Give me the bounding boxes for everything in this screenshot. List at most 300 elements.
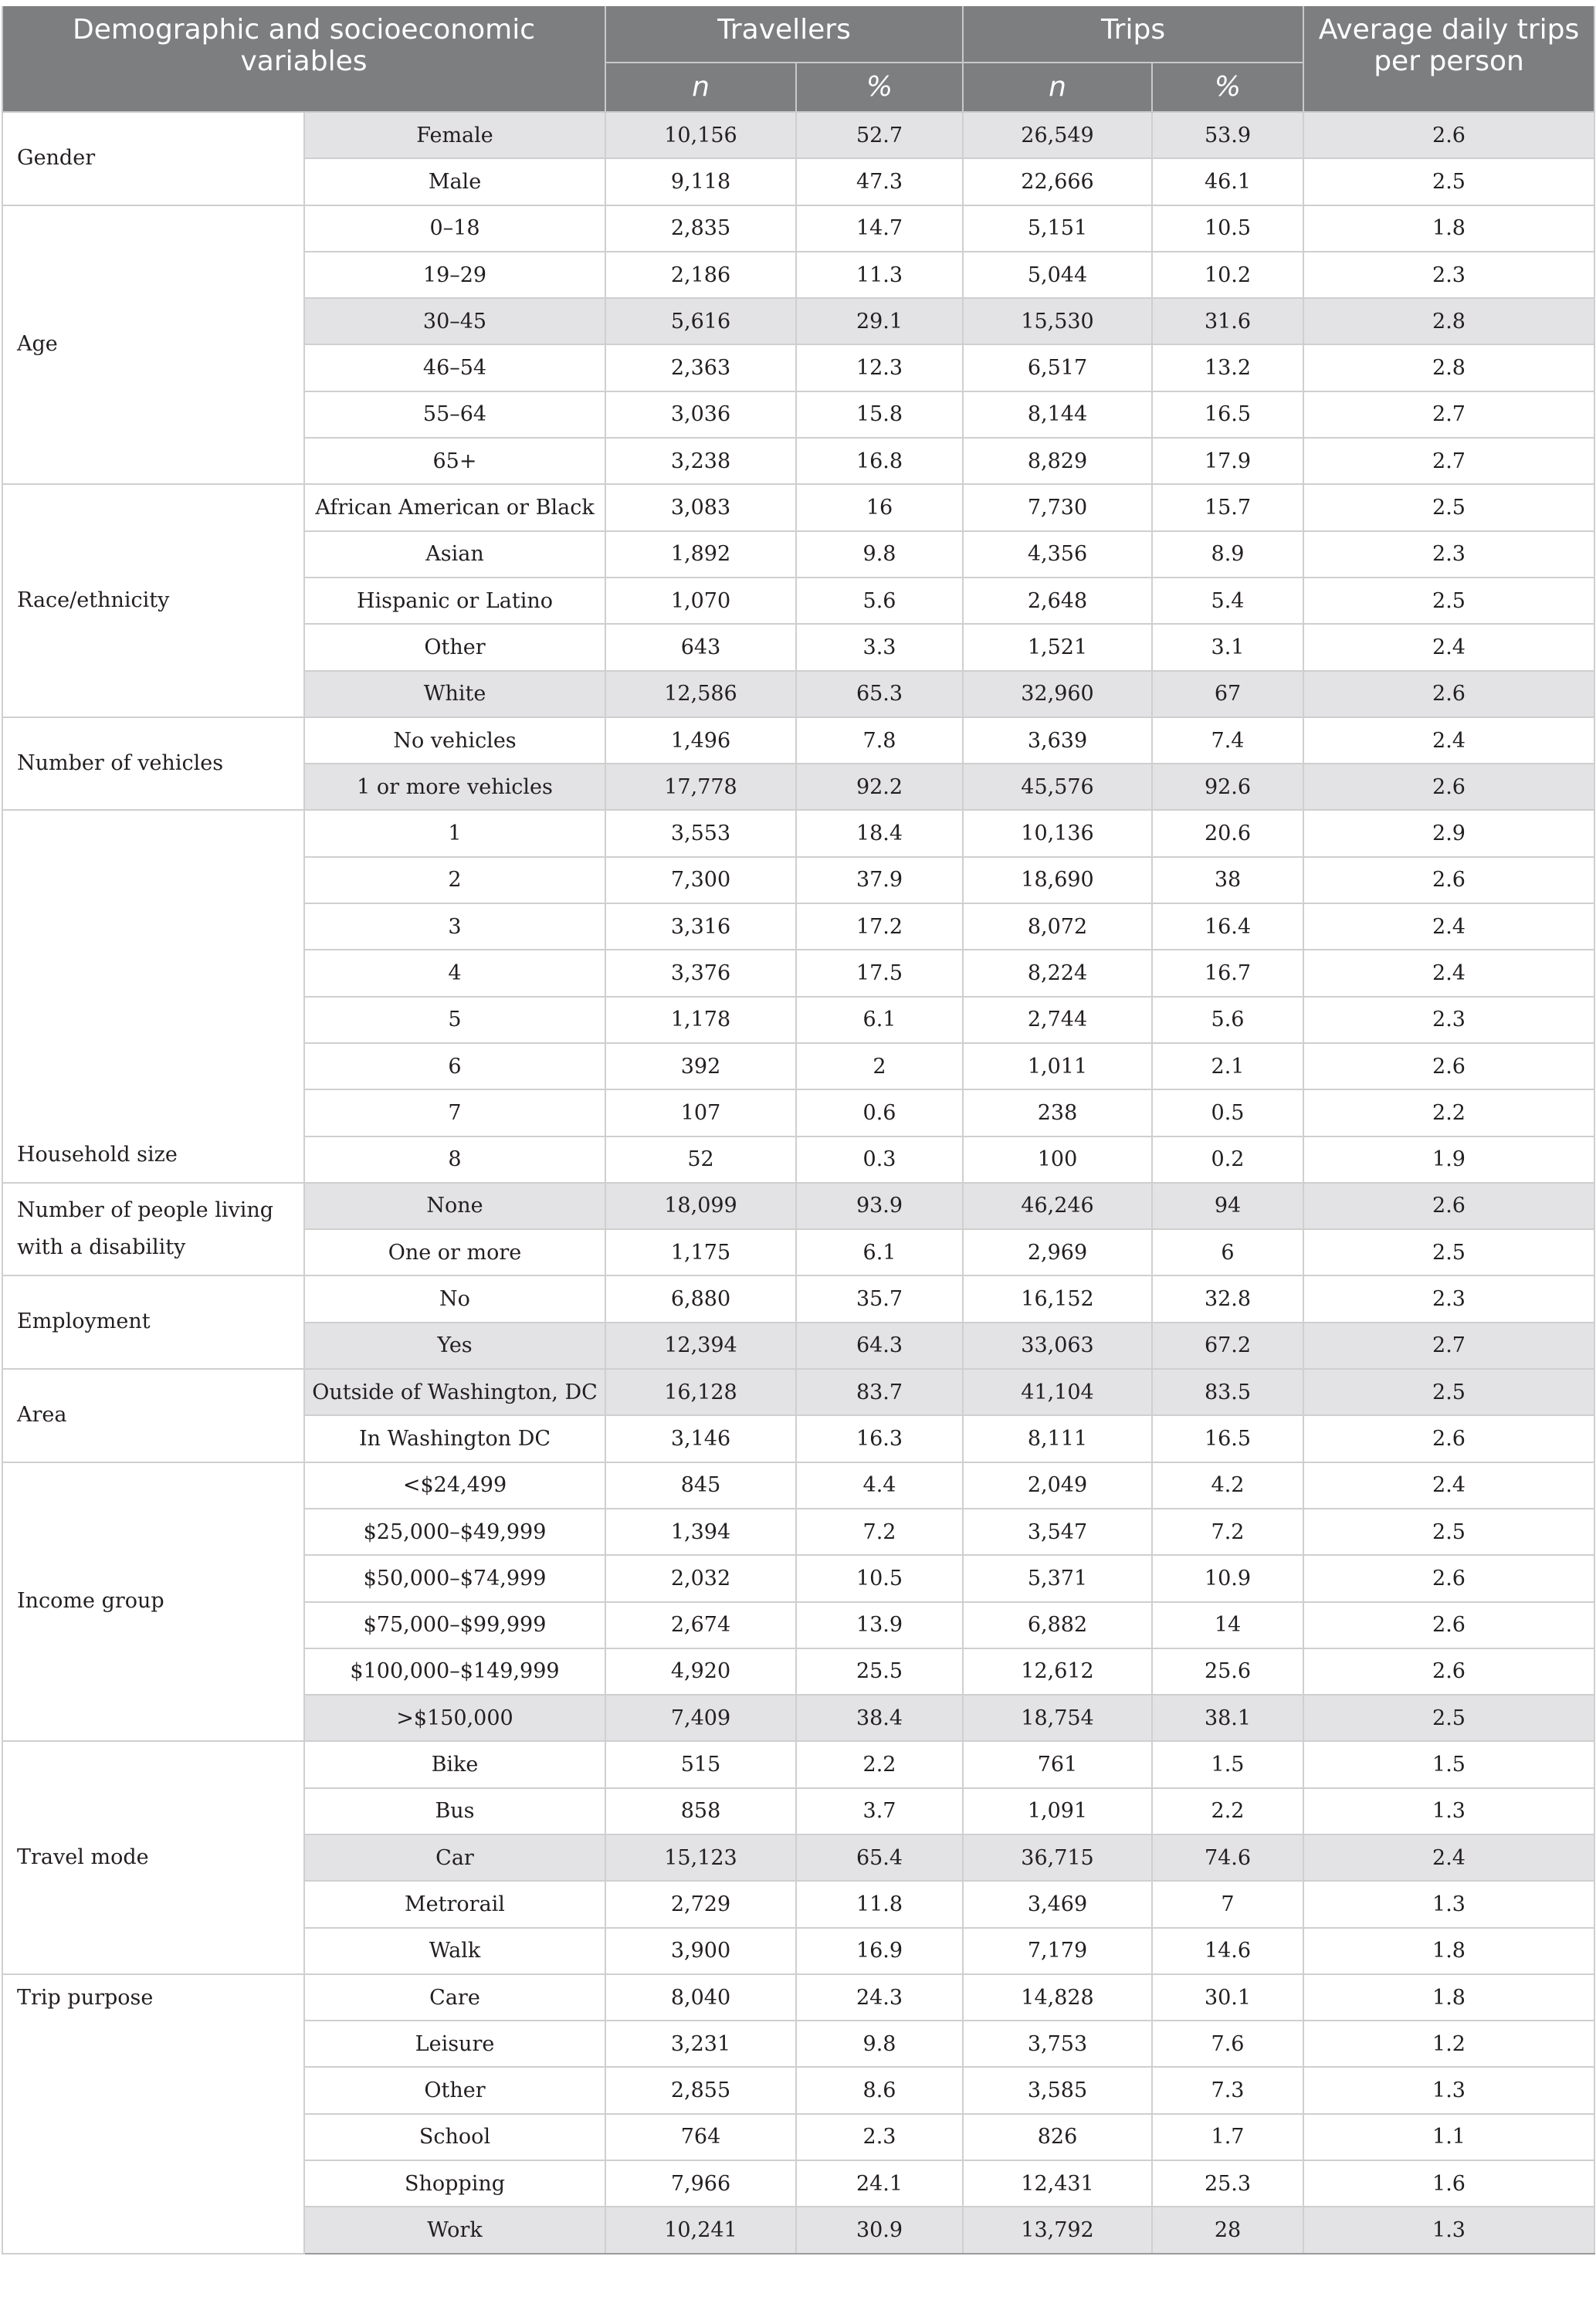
category-cell: Care: [304, 1974, 605, 2021]
trips-pct-cell: 7.3: [1152, 2067, 1303, 2113]
travellers-pct-cell: 0.6: [796, 1089, 963, 1136]
travellers-n-cell: 9,118: [605, 158, 796, 205]
category-cell: 2: [304, 857, 605, 903]
category-cell: 1 or more vehicles: [304, 764, 605, 810]
category-cell: 4: [304, 950, 605, 996]
header-average: Average daily trips per person: [1303, 6, 1594, 112]
header-travellers-pct: %: [796, 63, 963, 112]
travellers-pct-cell: 10.5: [796, 1555, 963, 1601]
travellers-n-cell: 845: [605, 1462, 796, 1509]
trips-pct-cell: 53.9: [1152, 112, 1303, 158]
travellers-n-cell: 12,394: [605, 1323, 796, 1369]
trips-n-cell: 826: [963, 2114, 1152, 2160]
travellers-pct-cell: 24.3: [796, 1974, 963, 2021]
travellers-pct-cell: 6.1: [796, 1229, 963, 1275]
average-trips-cell: 2.9: [1303, 810, 1594, 856]
category-cell: Metrorail: [304, 1881, 605, 1927]
category-cell: 65+: [304, 438, 605, 484]
category-cell: Other: [304, 624, 605, 670]
trips-pct-cell: 92.6: [1152, 764, 1303, 810]
trips-pct-cell: 3.1: [1152, 624, 1303, 670]
category-cell: $75,000–$99,999: [304, 1602, 605, 1648]
travellers-pct-cell: 17.5: [796, 950, 963, 996]
average-trips-cell: 1.6: [1303, 2160, 1594, 2207]
category-cell: $100,000–$149,999: [304, 1648, 605, 1695]
travellers-pct-cell: 2.3: [796, 2114, 963, 2160]
travellers-n-cell: 858: [605, 1788, 796, 1834]
average-trips-cell: 2.8: [1303, 344, 1594, 391]
variable-group-label: Travel mode: [2, 1741, 304, 1973]
average-trips-cell: 2.5: [1303, 578, 1594, 624]
average-trips-cell: 2.6: [1303, 1555, 1594, 1601]
average-trips-cell: 2.6: [1303, 1043, 1594, 1089]
average-trips-cell: 2.4: [1303, 903, 1594, 950]
average-trips-cell: 2.5: [1303, 1509, 1594, 1555]
travellers-pct-cell: 16: [796, 484, 963, 530]
travellers-n-cell: 8,040: [605, 1974, 796, 2021]
travellers-pct-cell: 8.6: [796, 2067, 963, 2113]
header-travellers: Travellers: [605, 6, 963, 63]
trips-pct-cell: 25.6: [1152, 1648, 1303, 1695]
trips-pct-cell: 13.2: [1152, 344, 1303, 391]
table-row: [2, 1275, 1594, 1322]
trips-pct-cell: 7: [1152, 1881, 1303, 1927]
travellers-pct-cell: 2: [796, 1043, 963, 1089]
trips-n-cell: 36,715: [963, 1834, 1152, 1881]
travellers-n-cell: 2,363: [605, 344, 796, 391]
table-body: [2, 112, 1594, 2254]
travellers-pct-cell: 93.9: [796, 1183, 963, 1229]
travellers-n-cell: 1,496: [605, 717, 796, 764]
travellers-pct-cell: 83.7: [796, 1369, 963, 1415]
trips-pct-cell: 8.9: [1152, 531, 1303, 578]
travellers-n-cell: 6,880: [605, 1275, 796, 1322]
variable-group-label: Gender: [2, 112, 304, 205]
average-trips-cell: 1.9: [1303, 1137, 1594, 1183]
average-trips-cell: 2.4: [1303, 717, 1594, 764]
travellers-n-cell: 3,376: [605, 950, 796, 996]
travellers-n-cell: 392: [605, 1043, 796, 1089]
travellers-n-cell: 107: [605, 1089, 796, 1136]
travellers-pct-cell: 3.3: [796, 624, 963, 670]
travellers-pct-cell: 13.9: [796, 1602, 963, 1648]
trips-pct-cell: 5.4: [1152, 578, 1303, 624]
average-trips-cell: 2.2: [1303, 1089, 1594, 1136]
average-trips-cell: 2.4: [1303, 1834, 1594, 1881]
travellers-pct-cell: 6.1: [796, 997, 963, 1043]
table-row: [2, 1974, 1594, 2021]
travellers-pct-cell: 4.4: [796, 1462, 963, 1509]
trips-n-cell: 3,469: [963, 1881, 1152, 1927]
average-trips-cell: 2.8: [1303, 298, 1594, 344]
trips-n-cell: 16,152: [963, 1275, 1152, 1322]
travellers-n-cell: 764: [605, 2114, 796, 2160]
trips-pct-cell: 0.5: [1152, 1089, 1303, 1136]
trips-pct-cell: 67.2: [1152, 1323, 1303, 1369]
trips-n-cell: 18,690: [963, 857, 1152, 903]
travellers-pct-cell: 9.8: [796, 531, 963, 578]
trips-pct-cell: 2.2: [1152, 1788, 1303, 1834]
average-trips-cell: 2.5: [1303, 1229, 1594, 1275]
travellers-n-cell: 17,778: [605, 764, 796, 810]
category-cell: Hispanic or Latino: [304, 578, 605, 624]
category-cell: No: [304, 1275, 605, 1322]
average-trips-cell: 1.8: [1303, 1928, 1594, 1974]
table-header: [2, 6, 1594, 112]
travellers-pct-cell: 16.3: [796, 1415, 963, 1462]
trips-n-cell: 10,136: [963, 810, 1152, 856]
travellers-pct-cell: 38.4: [796, 1695, 963, 1741]
average-trips-cell: 2.4: [1303, 1462, 1594, 1509]
category-cell: Female: [304, 112, 605, 158]
travellers-n-cell: 2,835: [605, 205, 796, 252]
category-cell: >$150,000: [304, 1695, 605, 1741]
trips-n-cell: 7,730: [963, 484, 1152, 530]
trips-n-cell: 7,179: [963, 1928, 1152, 1974]
travellers-pct-cell: 9.8: [796, 2021, 963, 2067]
variable-group-label: Race/ethnicity: [2, 484, 304, 716]
travellers-pct-cell: 12.3: [796, 344, 963, 391]
average-trips-cell: 2.6: [1303, 857, 1594, 903]
category-cell: 19–29: [304, 252, 605, 298]
travellers-n-cell: 4,920: [605, 1648, 796, 1695]
travellers-n-cell: 2,186: [605, 252, 796, 298]
trips-pct-cell: 20.6: [1152, 810, 1303, 856]
travellers-pct-cell: 2.2: [796, 1741, 963, 1787]
travellers-n-cell: 2,729: [605, 1881, 796, 1927]
travellers-n-cell: 2,032: [605, 1555, 796, 1601]
average-trips-cell: 2.6: [1303, 764, 1594, 810]
category-cell: <$24,499: [304, 1462, 605, 1509]
trips-pct-cell: 7.6: [1152, 2021, 1303, 2067]
trips-n-cell: 12,612: [963, 1648, 1152, 1695]
travellers-n-cell: 7,409: [605, 1695, 796, 1741]
trips-pct-cell: 5.6: [1152, 997, 1303, 1043]
travellers-n-cell: 12,586: [605, 671, 796, 717]
category-cell: Other: [304, 2067, 605, 2113]
category-cell: 7: [304, 1089, 605, 1136]
category-cell: 5: [304, 997, 605, 1043]
average-trips-cell: 2.5: [1303, 1695, 1594, 1741]
travellers-n-cell: 52: [605, 1137, 796, 1183]
trips-n-cell: 13,792: [963, 2207, 1152, 2253]
category-cell: Bus: [304, 1788, 605, 1834]
travellers-pct-cell: 65.3: [796, 671, 963, 717]
variable-group-label: Income group: [2, 1462, 304, 1742]
category-cell: $50,000–$74,999: [304, 1555, 605, 1601]
variable-group-label: Age: [2, 205, 304, 485]
average-trips-cell: 2.3: [1303, 997, 1594, 1043]
category-cell: $25,000–$49,999: [304, 1509, 605, 1555]
category-cell: No vehicles: [304, 717, 605, 764]
travellers-n-cell: 15,123: [605, 1834, 796, 1881]
trips-n-cell: 33,063: [963, 1323, 1152, 1369]
travellers-pct-cell: 35.7: [796, 1275, 963, 1322]
trips-pct-cell: 7.2: [1152, 1509, 1303, 1555]
category-cell: None: [304, 1183, 605, 1229]
table-row: [2, 1462, 1594, 1509]
category-cell: 0–18: [304, 205, 605, 252]
travellers-n-cell: 1,070: [605, 578, 796, 624]
travellers-n-cell: 3,238: [605, 438, 796, 484]
variable-group-label: Number of people living with a disability: [2, 1183, 304, 1276]
travellers-n-cell: 3,231: [605, 2021, 796, 2067]
trips-pct-cell: 0.2: [1152, 1137, 1303, 1183]
travellers-pct-cell: 29.1: [796, 298, 963, 344]
trips-n-cell: 5,371: [963, 1555, 1152, 1601]
travellers-n-cell: 1,892: [605, 531, 796, 578]
average-trips-cell: 2.6: [1303, 1602, 1594, 1648]
travellers-pct-cell: 65.4: [796, 1834, 963, 1881]
average-trips-cell: 1.3: [1303, 2207, 1594, 2253]
trips-n-cell: 1,521: [963, 624, 1152, 670]
average-trips-cell: 2.5: [1303, 158, 1594, 205]
trips-pct-cell: 1.7: [1152, 2114, 1303, 2160]
trips-pct-cell: 15.7: [1152, 484, 1303, 530]
trips-n-cell: 32,960: [963, 671, 1152, 717]
average-trips-cell: 1.2: [1303, 2021, 1594, 2067]
category-cell: Asian: [304, 531, 605, 578]
average-trips-cell: 2.6: [1303, 1648, 1594, 1695]
trips-n-cell: 8,072: [963, 903, 1152, 950]
table-row: [2, 1369, 1594, 1415]
travellers-pct-cell: 5.6: [796, 578, 963, 624]
trips-n-cell: 2,648: [963, 578, 1152, 624]
category-cell: 46–54: [304, 344, 605, 391]
trips-n-cell: 46,246: [963, 1183, 1152, 1229]
trips-n-cell: 4,356: [963, 531, 1152, 578]
trips-pct-cell: 74.6: [1152, 1834, 1303, 1881]
category-cell: Car: [304, 1834, 605, 1881]
trips-pct-cell: 6: [1152, 1229, 1303, 1275]
travellers-n-cell: 5,616: [605, 298, 796, 344]
travellers-n-cell: 10,241: [605, 2207, 796, 2253]
average-trips-cell: 2.7: [1303, 1323, 1594, 1369]
average-trips-cell: 2.5: [1303, 1369, 1594, 1415]
trips-pct-cell: 25.3: [1152, 2160, 1303, 2207]
travellers-n-cell: 3,036: [605, 391, 796, 438]
header-trips: Trips: [963, 6, 1303, 63]
trips-pct-cell: 32.8: [1152, 1275, 1303, 1322]
trips-n-cell: 18,754: [963, 1695, 1152, 1741]
travellers-n-cell: 2,674: [605, 1602, 796, 1648]
travellers-n-cell: 1,394: [605, 1509, 796, 1555]
travellers-pct-cell: 25.5: [796, 1648, 963, 1695]
table-row: [2, 205, 1594, 252]
trips-pct-cell: 31.6: [1152, 298, 1303, 344]
trips-n-cell: 6,882: [963, 1602, 1152, 1648]
category-cell: White: [304, 671, 605, 717]
demographics-table: [2, 6, 1595, 2254]
travellers-n-cell: 16,128: [605, 1369, 796, 1415]
travellers-n-cell: 3,146: [605, 1415, 796, 1462]
average-trips-cell: 2.6: [1303, 1183, 1594, 1229]
average-trips-cell: 2.5: [1303, 484, 1594, 530]
travellers-pct-cell: 30.9: [796, 2207, 963, 2253]
category-cell: 30–45: [304, 298, 605, 344]
category-cell: 8: [304, 1137, 605, 1183]
trips-pct-cell: 14: [1152, 1602, 1303, 1648]
header-trips-pct: %: [1152, 63, 1303, 112]
category-cell: Yes: [304, 1323, 605, 1369]
header-variable: Demographic and socioeconomic variables: [2, 6, 605, 112]
trips-pct-cell: 10.2: [1152, 252, 1303, 298]
category-cell: African American or Black: [304, 484, 605, 530]
travellers-pct-cell: 7.8: [796, 717, 963, 764]
travellers-pct-cell: 14.7: [796, 205, 963, 252]
category-cell: School: [304, 2114, 605, 2160]
travellers-pct-cell: 15.8: [796, 391, 963, 438]
trips-n-cell: 6,517: [963, 344, 1152, 391]
trips-n-cell: 8,144: [963, 391, 1152, 438]
travellers-pct-cell: 92.2: [796, 764, 963, 810]
category-cell: Bike: [304, 1741, 605, 1787]
category-cell: Male: [304, 158, 605, 205]
trips-pct-cell: 28: [1152, 2207, 1303, 2253]
trips-n-cell: 761: [963, 1741, 1152, 1787]
trips-n-cell: 2,969: [963, 1229, 1152, 1275]
trips-pct-cell: 30.1: [1152, 1974, 1303, 2021]
travellers-n-cell: 515: [605, 1741, 796, 1787]
variable-group-label: Employment: [2, 1275, 304, 1369]
trips-pct-cell: 17.9: [1152, 438, 1303, 484]
trips-n-cell: 2,049: [963, 1462, 1152, 1509]
average-trips-cell: 2.4: [1303, 624, 1594, 670]
trips-pct-cell: 16.7: [1152, 950, 1303, 996]
travellers-n-cell: 3,553: [605, 810, 796, 856]
average-trips-cell: 1.3: [1303, 1881, 1594, 1927]
average-trips-cell: 2.3: [1303, 252, 1594, 298]
trips-pct-cell: 16.4: [1152, 903, 1303, 950]
header-travellers-n: n: [605, 63, 796, 112]
trips-n-cell: 15,530: [963, 298, 1152, 344]
category-cell: 55–64: [304, 391, 605, 438]
average-trips-cell: 2.3: [1303, 1275, 1594, 1322]
trips-n-cell: 26,549: [963, 112, 1152, 158]
category-cell: Walk: [304, 1928, 605, 1974]
category-cell: 6: [304, 1043, 605, 1089]
trips-n-cell: 12,431: [963, 2160, 1152, 2207]
average-trips-cell: 1.8: [1303, 205, 1594, 252]
trips-pct-cell: 83.5: [1152, 1369, 1303, 1415]
average-trips-cell: 2.6: [1303, 112, 1594, 158]
trips-pct-cell: 2.1: [1152, 1043, 1303, 1089]
category-cell: Shopping: [304, 2160, 605, 2207]
trips-pct-cell: 38.1: [1152, 1695, 1303, 1741]
travellers-pct-cell: 17.2: [796, 903, 963, 950]
travellers-pct-cell: 37.9: [796, 857, 963, 903]
trips-n-cell: 3,585: [963, 2067, 1152, 2113]
trips-n-cell: 5,044: [963, 252, 1152, 298]
trips-pct-cell: 10.5: [1152, 205, 1303, 252]
trips-n-cell: 14,828: [963, 1974, 1152, 2021]
trips-n-cell: 45,576: [963, 764, 1152, 810]
average-trips-cell: 2.4: [1303, 950, 1594, 996]
trips-pct-cell: 16.5: [1152, 1415, 1303, 1462]
travellers-pct-cell: 7.2: [796, 1509, 963, 1555]
trips-n-cell: 1,011: [963, 1043, 1152, 1089]
trips-pct-cell: 10.9: [1152, 1555, 1303, 1601]
variable-group-label: Trip purpose: [2, 1974, 304, 2254]
category-cell: One or more: [304, 1229, 605, 1275]
travellers-pct-cell: 16.8: [796, 438, 963, 484]
category-cell: 1: [304, 810, 605, 856]
table-row: [2, 810, 1594, 856]
travellers-n-cell: 1,178: [605, 997, 796, 1043]
table-row: [2, 1183, 1594, 1229]
average-trips-cell: 1.1: [1303, 2114, 1594, 2160]
trips-n-cell: 41,104: [963, 1369, 1152, 1415]
trips-pct-cell: 16.5: [1152, 391, 1303, 438]
trips-n-cell: 238: [963, 1089, 1152, 1136]
travellers-n-cell: 10,156: [605, 112, 796, 158]
travellers-n-cell: 3,316: [605, 903, 796, 950]
trips-n-cell: 3,639: [963, 717, 1152, 764]
trips-pct-cell: 1.5: [1152, 1741, 1303, 1787]
table-row: [2, 112, 1594, 158]
trips-n-cell: 8,224: [963, 950, 1152, 996]
travellers-pct-cell: 11.3: [796, 252, 963, 298]
trips-pct-cell: 46.1: [1152, 158, 1303, 205]
travellers-n-cell: 2,855: [605, 2067, 796, 2113]
trips-pct-cell: 94: [1152, 1183, 1303, 1229]
travellers-n-cell: 643: [605, 624, 796, 670]
variable-group-label: Household size: [2, 810, 304, 1182]
travellers-n-cell: 18,099: [605, 1183, 796, 1229]
variable-group-label: Number of vehicles: [2, 717, 304, 811]
category-cell: 3: [304, 903, 605, 950]
trips-n-cell: 1,091: [963, 1788, 1152, 1834]
trips-n-cell: 3,547: [963, 1509, 1152, 1555]
category-cell: Work: [304, 2207, 605, 2253]
travellers-n-cell: 1,175: [605, 1229, 796, 1275]
trips-n-cell: 3,753: [963, 2021, 1152, 2067]
travellers-pct-cell: 11.8: [796, 1881, 963, 1927]
trips-n-cell: 8,829: [963, 438, 1152, 484]
average-trips-cell: 1.5: [1303, 1741, 1594, 1787]
travellers-pct-cell: 18.4: [796, 810, 963, 856]
trips-pct-cell: 7.4: [1152, 717, 1303, 764]
travellers-n-cell: 7,300: [605, 857, 796, 903]
average-trips-cell: 2.3: [1303, 531, 1594, 578]
trips-n-cell: 8,111: [963, 1415, 1152, 1462]
travellers-pct-cell: 16.9: [796, 1928, 963, 1974]
category-cell: Outside of Washington, DC: [304, 1369, 605, 1415]
travellers-pct-cell: 3.7: [796, 1788, 963, 1834]
average-trips-cell: 2.6: [1303, 671, 1594, 717]
travellers-pct-cell: 0.3: [796, 1137, 963, 1183]
travellers-pct-cell: 52.7: [796, 112, 963, 158]
table-row: [2, 717, 1594, 764]
average-trips-cell: 2.7: [1303, 391, 1594, 438]
trips-n-cell: 100: [963, 1137, 1152, 1183]
travellers-pct-cell: 64.3: [796, 1323, 963, 1369]
variable-group-label: Area: [2, 1369, 304, 1462]
table-row: [2, 484, 1594, 530]
trips-n-cell: 5,151: [963, 205, 1152, 252]
average-trips-cell: 1.3: [1303, 2067, 1594, 2113]
average-trips-cell: 1.3: [1303, 1788, 1594, 1834]
trips-pct-cell: 14.6: [1152, 1928, 1303, 1974]
header-trips-n: n: [963, 63, 1152, 112]
travellers-pct-cell: 24.1: [796, 2160, 963, 2207]
trips-n-cell: 22,666: [963, 158, 1152, 205]
average-trips-cell: 1.8: [1303, 1974, 1594, 2021]
trips-n-cell: 2,744: [963, 997, 1152, 1043]
trips-pct-cell: 38: [1152, 857, 1303, 903]
travellers-n-cell: 7,966: [605, 2160, 796, 2207]
travellers-n-cell: 3,083: [605, 484, 796, 530]
